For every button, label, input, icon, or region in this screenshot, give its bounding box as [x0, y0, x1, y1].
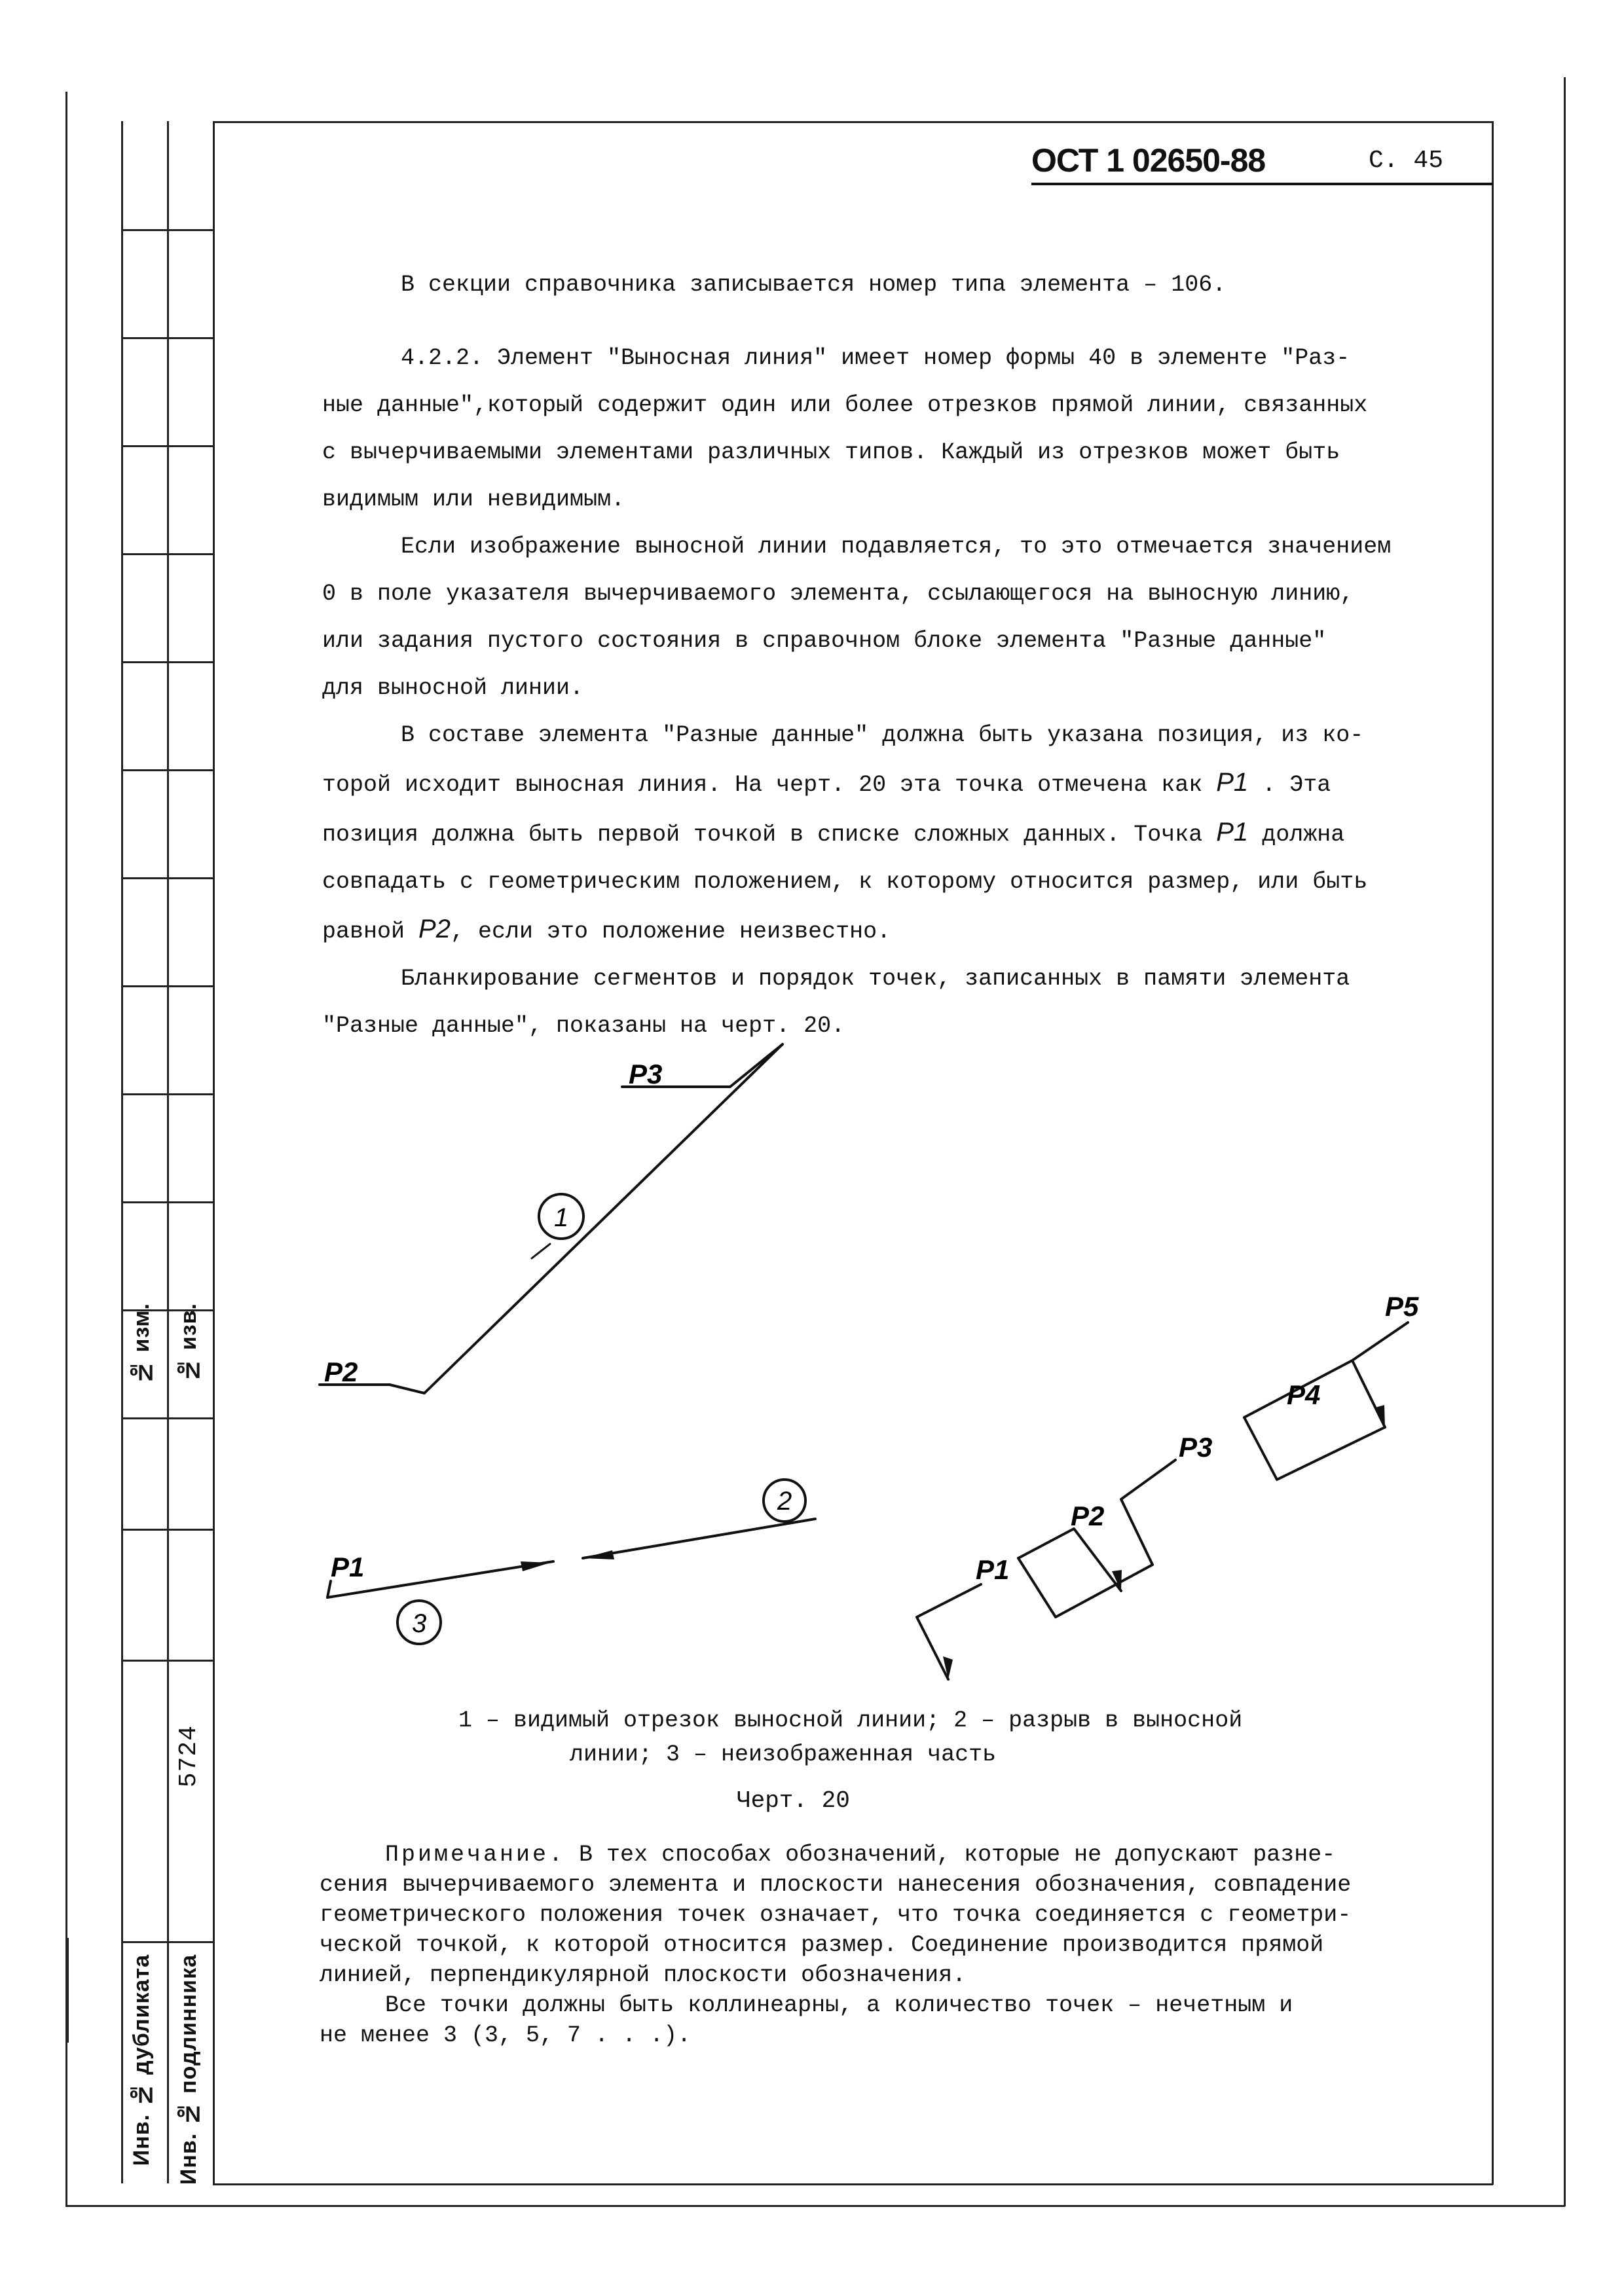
- paragraph: В секции справочника записывается номер типа элемента – 106.: [401, 272, 1227, 298]
- note-line: ческой точкой, к которой относится размер. Соединение производится прямой: [320, 1932, 1324, 1958]
- paragraph-line: 4.2.2. Элемент "Выносная линия" имеет номер формы 40 в элементе "Раз-: [401, 345, 1350, 371]
- text-run: В тех способах обозначений, которые не допускают разне-: [565, 1842, 1336, 1868]
- text-run: позиция должна быть первой точкой в списке сложных данных. Точка: [322, 822, 1203, 848]
- paragraph-line: видимым или невидимым.: [322, 486, 625, 513]
- callout-one-leader: [532, 1244, 550, 1258]
- note-line: не менее 3 (3, 5, 7 . . .).: [320, 2022, 692, 2049]
- arrow-head: [943, 1656, 953, 1679]
- p4-bracket: [1244, 1322, 1408, 1417]
- note-line: [320, 1840, 1407, 1870]
- paragraph-line: В составе элемента "Разные данные" должна быть указана позиция, из ко-: [401, 722, 1364, 748]
- visible-segment: [424, 1044, 783, 1393]
- left-p2-label: P2: [324, 1357, 358, 1387]
- point-symbol: P2: [418, 915, 451, 943]
- right-p3-label: P3: [1179, 1432, 1213, 1463]
- duplicate-inventory-label: Инв. № дубликата: [129, 1954, 154, 2166]
- figure-caption-line: линии; 3 – неизображенная часть: [570, 1741, 997, 1768]
- arrow-head: [521, 1561, 550, 1571]
- notice-number-label: № изв.: [176, 1303, 201, 1383]
- paragraph-line: Если изображение выносной линии подавляется, то это отмечается значением: [401, 534, 1392, 560]
- text-run: . Эта: [1262, 772, 1331, 798]
- right-p1-label: P1: [976, 1554, 1010, 1585]
- right-p4-label: P4: [1287, 1379, 1321, 1410]
- p2-segment: [1018, 1558, 1153, 1617]
- gap-segment: [583, 1519, 815, 1558]
- text-run: торой исходит выносная линия. На черт. 20 эта точка отмечена как: [322, 772, 1203, 798]
- page-number: С. 45: [1369, 147, 1444, 175]
- paragraph-line: совпадать с геометрическим положением, к которому относится размер, или быть: [322, 869, 1368, 895]
- text-run: должна: [1262, 822, 1345, 848]
- p3-bracket: [1121, 1460, 1175, 1565]
- note-line: геометрического положения точек означает, что точка соединяется с геометри-: [320, 1902, 1352, 1928]
- arrow-head: [583, 1550, 614, 1559]
- original-inventory-label: Инв. № подлинника: [176, 1954, 201, 2185]
- text-run: равной: [322, 919, 405, 945]
- paragraph-line: Бланкирование сегментов и порядок точек, записанных в памяти элемента: [401, 966, 1350, 992]
- point-symbol: P1: [1216, 818, 1249, 847]
- note-line: линией, перпендикулярной плоскости обозначения.: [320, 1962, 967, 1988]
- note-block: [320, 1840, 1407, 2050]
- arrow-head: [1375, 1405, 1385, 1427]
- left-p3-label: P3: [629, 1059, 663, 1089]
- right-p5-label: P5: [1385, 1291, 1419, 1322]
- paragraph-line: или задания пустого состояния в справочном блоке элемента "Разные данные": [322, 628, 1327, 654]
- change-number-label: № изм.: [129, 1303, 154, 1385]
- original-inventory-value: 5724: [175, 1725, 203, 1788]
- p4-segment: [1244, 1417, 1385, 1480]
- note-line: сения вычерчиваемого элемента и плоскости нанесения обозначения, совпадение: [320, 1872, 1352, 1898]
- p1-leader: [327, 1581, 331, 1597]
- paragraph-line: с вычерчиваемыми элементами различных типов. Каждый из отрезков может быть: [322, 439, 1340, 465]
- note-line: Все точки должны быть коллинеарны, а количество точек – нечетным и: [385, 1992, 1293, 2018]
- paragraph-line: ные данные",который содержит один или более отрезков прямой линии, связанных: [322, 392, 1368, 418]
- paragraph-line: 0 в поле указателя вычерчиваемого элемента, ссылающегося на выносную линию,: [322, 581, 1354, 607]
- paragraph-line: "Разные данные", показаны на черт. 20.: [322, 1013, 845, 1039]
- note-label: Примечание.: [385, 1842, 566, 1868]
- figure-title: Черт. 20: [737, 1787, 850, 1814]
- left-p1-label: P1: [331, 1552, 365, 1582]
- callout-three: 3: [412, 1609, 427, 1638]
- document-code: ОСТ 1 02650-88: [1031, 142, 1266, 179]
- callout-one: 1: [554, 1203, 569, 1232]
- text-run: , если это положение неизвестно.: [450, 919, 891, 945]
- paragraph-line: для выносной линии.: [322, 675, 584, 701]
- right-p2-label: P2: [1071, 1501, 1105, 1531]
- callout-two: 2: [777, 1487, 792, 1516]
- figure-caption-line: 1 – видимый отрезок выносной линии; 2 – разрыв в выносной: [458, 1707, 1243, 1734]
- point-symbol: P1: [1216, 768, 1249, 797]
